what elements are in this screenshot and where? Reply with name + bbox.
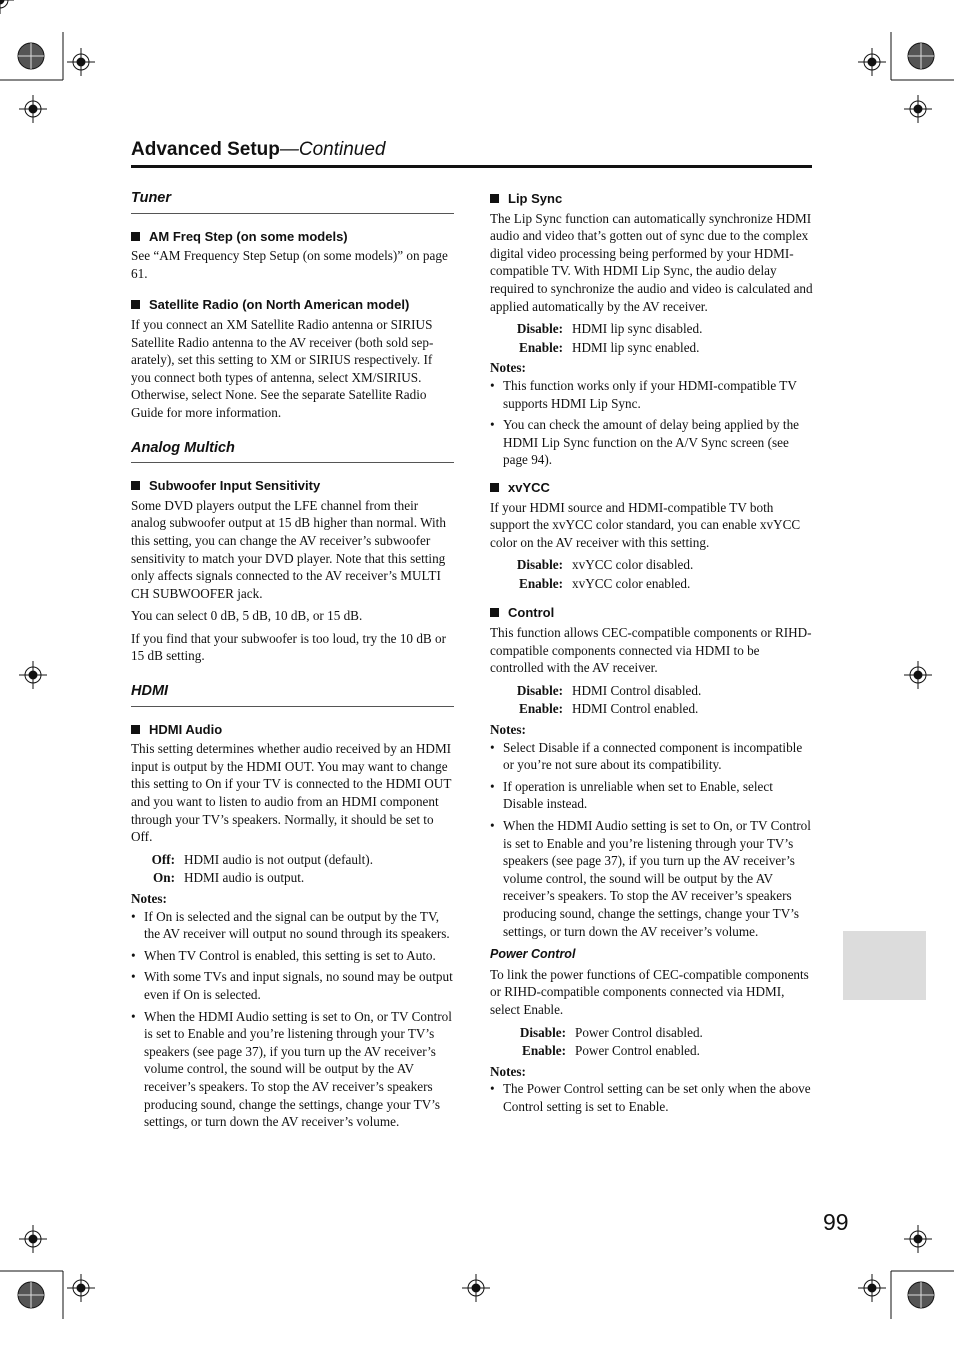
square-bullet-icon [131,481,140,490]
list-item: • When the HDMI Audio setting is set to On, or TV Control is set to Enable and you’re listening through your TV’s speakers (see page 37), if you turn up the AV receiver’s volume control, the sound will be output by the AV receiver’s speakers. To stop the AV receiver’s speakers producing sound, change the settings, change your TV’s settings, or turn down the AV receiver’s volume. [490,817,813,940]
notes-list [131,908,454,1131]
subheading-satellite-radio: Satellite Radio (on North American model) [131,296,454,314]
list-item: • Select Disable if a connected component is incompatible or you’re not sure about its compatibility. [490,739,813,774]
page-header [131,139,386,161]
square-bullet-icon [490,483,499,492]
list-item: • If operation is unreliable when set to Enable, select Disable instead. [490,778,813,813]
page-number: 99 [823,1209,849,1235]
section-heading-hdmi: HDMI [131,683,454,707]
paragraph: If you find that your subwoofer is too loud, try the 10 dB or 15 dB setting. [131,630,446,664]
left-column [131,190,454,1137]
notes-label: Notes: [490,722,526,738]
list-item: • You can check the amount of delay being applied by the HDMI Lip Sync function on the A/V Sync screen (see page 94). [490,416,813,469]
paragraph: If you connect an XM Satellite Radio antenna or SIRIUS Satellite Radio antenna to the AV receiver (both sold separately), set this setting to XM or SIRIUS respectively. If you connect both types of antenna, select XM/SIRIUS. Otherwise, select None. See the separate Satellite Radio Guide for more information. [131,316,434,420]
notes-label: Notes: [490,1063,526,1079]
notes-list [490,377,813,469]
option-row: Disable: Power Control disabled. [519,1024,703,1040]
subheading-subwoofer-sensitivity: Subwoofer Input Sensitivity [131,477,454,495]
subheading-am-freq-step: AM Freq Step (on some models) [131,228,454,246]
square-bullet-icon [490,194,499,203]
list-item: • The Power Control setting can be set only when the above Control setting is set to Enable. [490,1080,813,1115]
subheading-hdmi-audio: HDMI Audio [131,721,454,739]
option-row: Enable: HDMI Control enabled. [519,701,699,717]
chapter-tab [843,931,926,1000]
right-column [490,190,813,1122]
notes-list [490,1080,813,1115]
paragraph: The Lip Sync function can automatically synchronize HDMI audio and video that’s gotten out of sync due to the complex digital video processing being performed by your HDMI-compatible TV. With HDMI Lip Sync, the audio delay required to synchronize the audio and video is calculated and applied automatically by the AV receiver. [490,210,813,314]
subheading-power-control: Power Control [490,947,576,962]
subheading-xvycc: xvYCC [490,479,813,497]
square-bullet-icon [490,608,499,617]
list-item: • With some TVs and input signals, no sound may be output even if On is selected. [131,968,454,1003]
option-row: Off: HDMI audio is not output (default). [151,851,373,867]
section-heading-tuner: Tuner [131,190,454,214]
paragraph: To link the power functions of CEC-compatible components or RIHD-compatible components connected via HDMI, select Enable. [490,966,809,1017]
header-rule [131,165,812,168]
section-heading-analog-multich: Analog Multich [131,440,454,464]
option-row: On: HDMI audio is output. [153,870,305,886]
paragraph: This setting determines whether audio received by an HDMI input is output by the HDMI OUT. You may want to change this setting to On if your TV is connected to the HDMI OUT and you want to listen to audio from an HDMI component through your TV’s speakers. Normally, it should be set to Off. [131,741,452,845]
subheading-lip-sync: Lip Sync [490,190,813,208]
square-bullet-icon [131,725,140,734]
subheading-control: Control [490,604,813,622]
square-bullet-icon [131,232,140,241]
header-title: Advanced Setup [131,139,280,160]
option-row: Disable: xvYCC color disabled. [516,557,694,573]
notes-list [490,739,813,941]
option-row: Enable: HDMI lip sync enabled. [519,339,700,355]
paragraph: If your HDMI source and HDMI-compatible TV both support the xvYCC color standard, you can enable xvYCC color on the AV receiver with this setting. [490,499,801,550]
option-row: Disable: HDMI Control disabled. [516,682,702,698]
list-item: • When the HDMI Audio setting is set to On, or TV Control is set to Enable and you’re listening through your TV’s speakers (see page 37), if you turn up the AV receiver’s volume control, the sound will be output by the AV receiver’s speakers. To stop the AV receiver’s speakers producing sound, change the settings, change your TV’s settings, or turn down the AV receiver’s volume. [131,1008,454,1131]
list-item: • When TV Control is enabled, this setting is set to Auto. [131,947,454,965]
paragraph: See “AM Frequency Step Setup (on some models)” on page 61. [131,248,448,281]
notes-label: Notes: [131,891,167,906]
option-row: Enable: Power Control enabled. [522,1043,700,1059]
notes-label: Notes: [490,360,526,376]
header-continued: —Continued [279,139,386,160]
option-row: Enable: xvYCC color enabled. [519,575,691,591]
paragraph: You can select 0 dB, 5 dB, 10 dB, or 15 dB. [131,608,363,624]
paragraph: This function allows CEC-compatible components or RIHD-compatible components connected via HDMI to be controlled with the AV receiver. [490,625,812,676]
list-item: • This function works only if your HDMI-compatible TV supports HDMI Lip Sync. [490,377,813,412]
list-item: • If On is selected and the signal can be output by the TV, the AV receiver will output no sound through its speakers. [131,908,454,943]
square-bullet-icon [131,300,140,309]
paragraph: Some DVD players output the LFE channel from their analog subwoofer output at 15 dB higher than normal. With this setting, you can change the AV receiver’s subwoofer sensitivity to match your DVD player. Note that this setting only affects signals connected to the AV receiver’s MULTI CH SUBWOOFER jack. [131,497,446,601]
option-row: Disable: HDMI lip sync disabled. [516,321,703,337]
